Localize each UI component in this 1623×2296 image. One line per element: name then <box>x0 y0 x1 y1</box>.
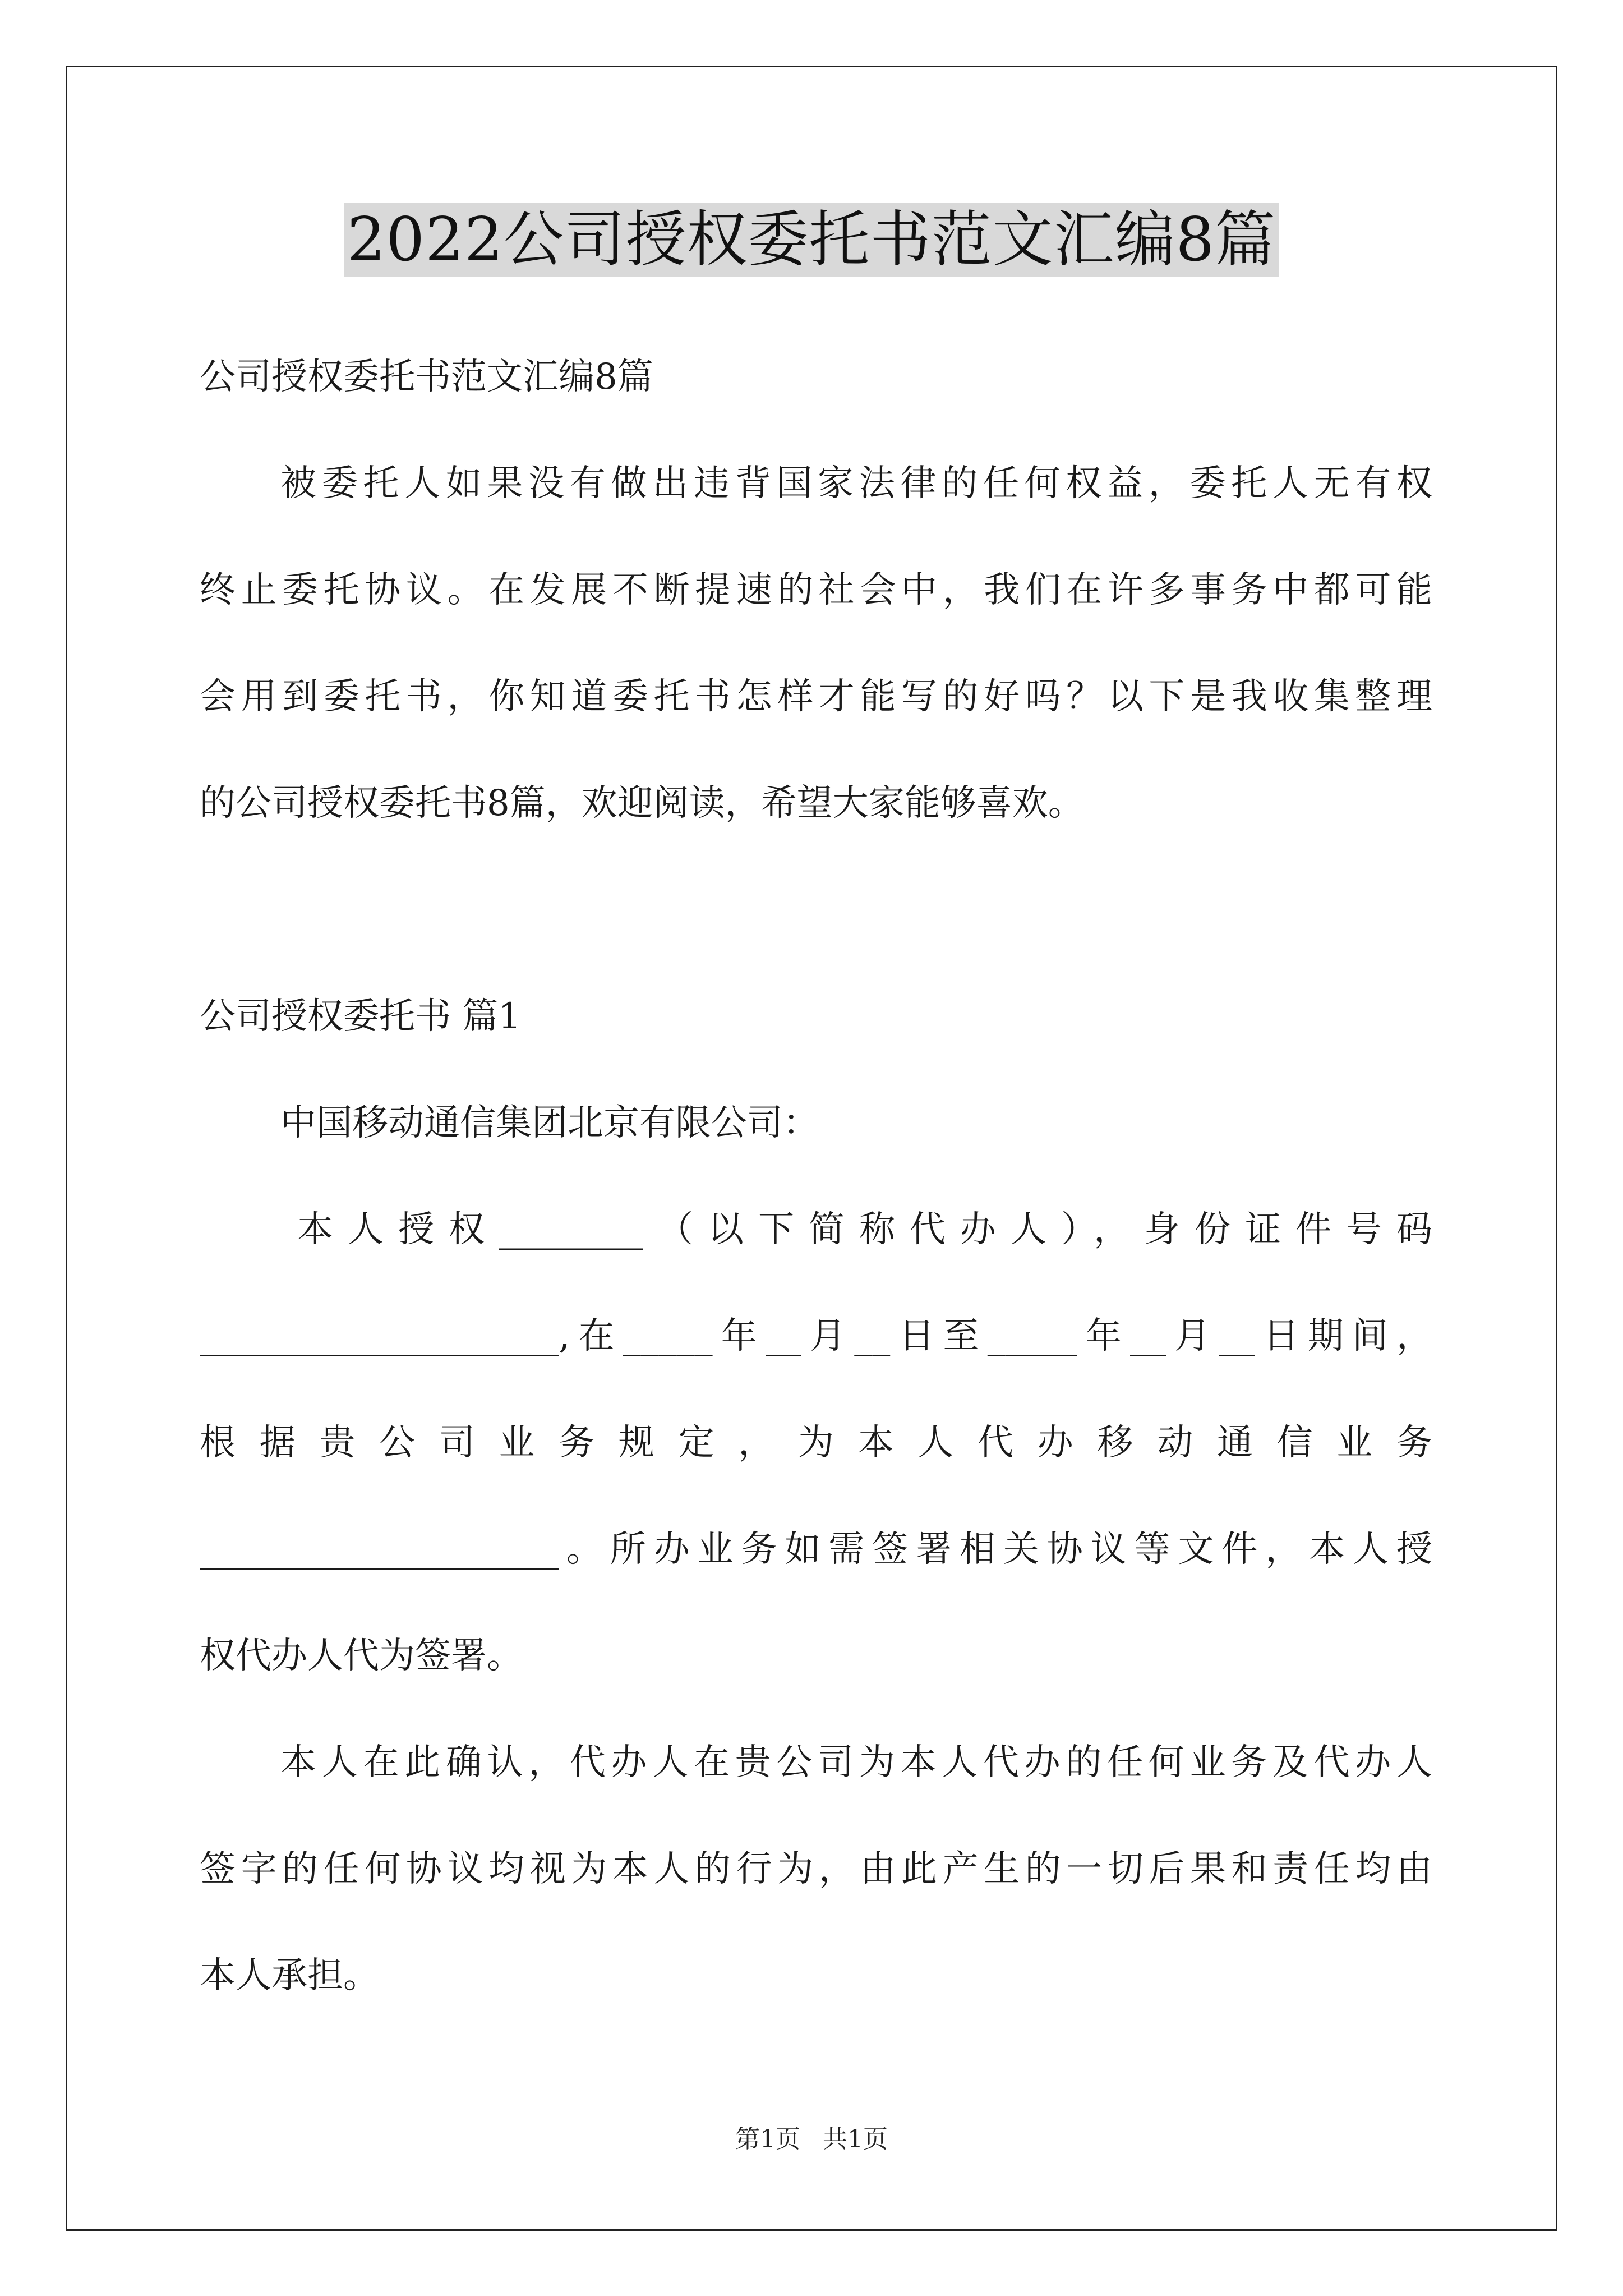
intro-line-4: 的公司授权委托书8篇，欢迎阅读，希望大家能够喜欢。 <box>200 783 1084 824</box>
confirm-line-2: 签字的任何协议均视为本人的行为，由此产生的一切后果和责任均由 <box>200 1848 1432 1890</box>
intro-line-2: 终止委托协议。在发展不断提速的社会中，我们在许多事务中都可能 <box>200 569 1432 611</box>
title-container <box>0 203 1623 277</box>
body-line-2: ____________________,在_____年__月__日至_____年__月__日期间， <box>200 1315 1432 1357</box>
page-number-current: 第1页 <box>735 2125 800 2154</box>
section-heading: 公司授权委托书 篇1 <box>200 996 522 1037</box>
document-title: 2022公司授权委托书范文汇编8篇 <box>344 203 1280 277</box>
confirm-line-3: 本人承担。 <box>200 1955 379 1996</box>
body-line-1: 本人授权________（以下简称代办人），身份证件号码 <box>297 1209 1432 1250</box>
page-number-total: 共1页 <box>823 2125 888 2154</box>
body-line-4: ____________________。所办业务如需签署相关协议等文件，本人授 <box>200 1529 1432 1570</box>
addressee: 中国移动通信集团北京有限公司： <box>280 1102 819 1144</box>
document-subtitle: 公司授权委托书范文汇编8篇 <box>200 356 653 398</box>
body-line-5: 权代办人代为签署。 <box>200 1635 523 1677</box>
intro-line-1: 被委托人如果没有做出违背国家法律的任何权益，委托人无有权 <box>280 463 1432 504</box>
confirm-line-1: 本人在此确认，代办人在贵公司为本人代办的任何业务及代办人 <box>280 1742 1432 1783</box>
page-footer <box>0 2124 1623 2155</box>
body-line-3: 根据贵公司业务规定，为本人代办移动通信业务 <box>200 1422 1432 1464</box>
intro-line-3: 会用到委托书，你知道委托书怎样才能写的好吗？以下是我收集整理 <box>200 676 1432 717</box>
